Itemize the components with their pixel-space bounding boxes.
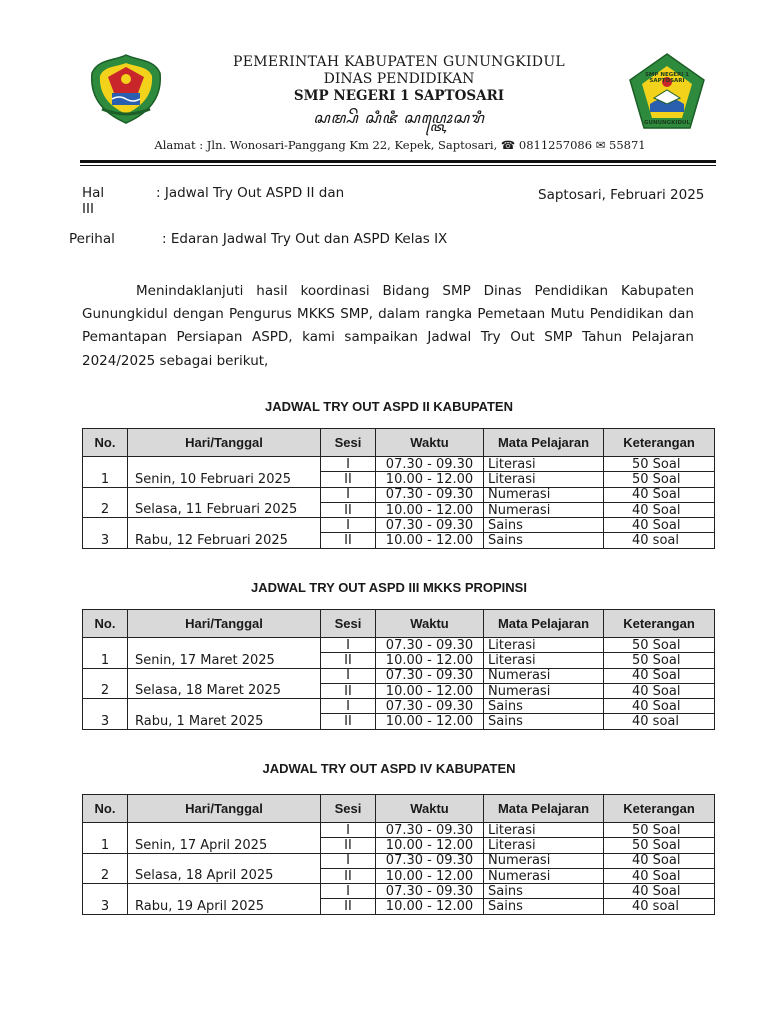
header-note: Keterangan [604, 429, 715, 457]
schedule-table-1 [82, 428, 715, 549]
row-session: II [321, 868, 376, 883]
row-subject: Literasi [484, 823, 604, 838]
letterhead-rule-thick [80, 160, 716, 163]
header-time: Waktu [376, 795, 484, 823]
row-no: 1 [83, 823, 128, 854]
row-session: II [321, 683, 376, 698]
header-subject: Mata Pelajaran [484, 429, 604, 457]
row-time: 07.30 - 09.30 [376, 518, 484, 533]
emblem-text-top: SMP NEGERI 1 SAPTOSARI [644, 72, 690, 84]
row-note: 40 Soal [604, 502, 715, 517]
row-subject: Sains [484, 533, 604, 548]
row-day: Selasa, 18 April 2025 [128, 853, 321, 884]
row-session: I [321, 853, 376, 868]
row-session: I [321, 884, 376, 899]
row-time: 10.00 - 12.00 [376, 472, 484, 487]
row-subject: Sains [484, 899, 604, 914]
row-note: 40 Soal [604, 487, 715, 502]
row-note: 50 Soal [604, 638, 715, 653]
row-note: 40 Soal [604, 884, 715, 899]
letterhead-address: Alamat : Jln. Wonosari-Panggang Km 22, Kepek, Saptosari, ☎ 0811257086 ✉ 55871 [154, 138, 646, 152]
table-header-row [83, 429, 715, 457]
row-session: I [321, 457, 376, 472]
row-note: 40 Soal [604, 668, 715, 683]
row-day: Selasa, 11 Februari 2025 [128, 487, 321, 518]
row-no: 3 [83, 699, 128, 730]
row-subject: Literasi [484, 472, 604, 487]
row-no: 1 [83, 638, 128, 669]
emblem-text-bottom: GUNUNGKIDUL [643, 120, 690, 126]
body-paragraph [82, 280, 694, 373]
row-time: 07.30 - 09.30 [376, 638, 484, 653]
hal-value-continued: III [82, 201, 94, 217]
row-subject: Literasi [484, 653, 604, 668]
row-time: 10.00 - 12.00 [376, 533, 484, 548]
row-session: I [321, 699, 376, 714]
row-time: 07.30 - 09.30 [376, 668, 484, 683]
row-day: Senin, 10 Februari 2025 [128, 457, 321, 488]
row-note: 40 Soal [604, 699, 715, 714]
table-header-row [83, 610, 715, 638]
header-session: Sesi [321, 795, 376, 823]
schedule-title-2: JADWAL TRY OUT ASPD III MKKS PROPINSI [251, 580, 527, 595]
header-time: Waktu [376, 610, 484, 638]
row-session: II [321, 472, 376, 487]
header-subject: Mata Pelajaran [484, 795, 604, 823]
row-session: II [321, 653, 376, 668]
header-subject: Mata Pelajaran [484, 610, 604, 638]
row-subject: Numerasi [484, 487, 604, 502]
row-subject: Sains [484, 884, 604, 899]
row-time: 10.00 - 12.00 [376, 838, 484, 853]
row-time: 07.30 - 09.30 [376, 487, 484, 502]
row-session: I [321, 487, 376, 502]
row-subject: Numerasi [484, 853, 604, 868]
row-no: 3 [83, 518, 128, 549]
letterhead-department: DINAS PENDIDIKAN [323, 71, 475, 87]
row-time: 07.30 - 09.30 [376, 823, 484, 838]
hal-label: Hal [82, 185, 105, 201]
row-note: 50 Soal [604, 823, 715, 838]
letterhead-javanese-script: ꦱꦩ꧀ꦥꦼ ꦱꦶꦗꦶ ꦱꦥ꧀ꦠꦺꦴꦱꦫꦶ [313, 109, 485, 127]
row-session: I [321, 518, 376, 533]
header-day: Hari/Tanggal [128, 610, 321, 638]
row-day: Rabu, 12 Februari 2025 [128, 518, 321, 549]
table-row [83, 853, 715, 868]
row-subject: Sains [484, 714, 604, 729]
row-time: 10.00 - 12.00 [376, 502, 484, 517]
table-row [83, 487, 715, 502]
table-row [83, 699, 715, 714]
body-text: Menindaklanjuti hasil koordinasi Bidang SMP Dinas Pendidikan Kabupaten Gunungkidul dengan Pengurus MKKS SMP, dalam rangka Pemetaan Mutu Pendidikan dan Pemantapan Persiapan ASPD, kami sampaikan Jadwal Try Out SMP Tahun Pelajaran 2024/2025 sebagai berikut, [82, 283, 694, 369]
row-subject: Literasi [484, 638, 604, 653]
row-time: 10.00 - 12.00 [376, 683, 484, 698]
schedule-title-3: JADWAL TRY OUT ASPD IV KABUPATEN [262, 761, 516, 776]
letter-date: Saptosari, Februari 2025 [538, 187, 705, 203]
row-time: 07.30 - 09.30 [376, 699, 484, 714]
header-note: Keterangan [604, 610, 715, 638]
row-subject: Sains [484, 518, 604, 533]
row-no: 1 [83, 457, 128, 488]
schedule-title-1: JADWAL TRY OUT ASPD II KABUPATEN [265, 399, 513, 414]
table-row [83, 884, 715, 899]
row-note: 50 Soal [604, 653, 715, 668]
header-time: Waktu [376, 429, 484, 457]
row-time: 10.00 - 12.00 [376, 899, 484, 914]
row-note: 50 Soal [604, 838, 715, 853]
row-note: 40 Soal [604, 518, 715, 533]
header-no: No. [83, 610, 128, 638]
row-note: 40 soal [604, 714, 715, 729]
schedule-table-3 [82, 794, 715, 915]
row-subject: Numerasi [484, 683, 604, 698]
row-note: 40 soal [604, 899, 715, 914]
row-time: 10.00 - 12.00 [376, 653, 484, 668]
letterhead-rule-thin [80, 165, 716, 166]
row-day: Rabu, 19 April 2025 [128, 884, 321, 915]
header-no: No. [83, 429, 128, 457]
header-session: Sesi [321, 429, 376, 457]
row-day: Senin, 17 April 2025 [128, 823, 321, 854]
row-time: 10.00 - 12.00 [376, 868, 484, 883]
row-time: 10.00 - 12.00 [376, 714, 484, 729]
row-session: I [321, 638, 376, 653]
row-subject: Literasi [484, 838, 604, 853]
letterhead-government: PEMERINTAH KABUPATEN GUNUNGKIDUL [232, 54, 566, 70]
hal-value: : Jadwal Try Out ASPD II dan [156, 185, 345, 201]
letterhead-school-name: SMP NEGERI 1 SAPTOSARI [293, 88, 505, 104]
row-session: II [321, 533, 376, 548]
row-no: 3 [83, 884, 128, 915]
table-row [83, 518, 715, 533]
row-session: I [321, 668, 376, 683]
row-time: 07.30 - 09.30 [376, 853, 484, 868]
schedule-table-2 [82, 609, 715, 730]
header-note: Keterangan [604, 795, 715, 823]
row-subject: Sains [484, 699, 604, 714]
row-no: 2 [83, 853, 128, 884]
row-no: 2 [83, 668, 128, 699]
header-day: Hari/Tanggal [128, 795, 321, 823]
table-row [83, 823, 715, 838]
row-day: Senin, 17 Maret 2025 [128, 638, 321, 669]
row-time: 07.30 - 09.30 [376, 884, 484, 899]
row-note: 50 Soal [604, 472, 715, 487]
table-row [83, 457, 715, 472]
header-session: Sesi [321, 610, 376, 638]
row-session: II [321, 502, 376, 517]
row-day: Rabu, 1 Maret 2025 [128, 699, 321, 730]
row-note: 40 Soal [604, 853, 715, 868]
header-day: Hari/Tanggal [128, 429, 321, 457]
row-time: 07.30 - 09.30 [376, 457, 484, 472]
perihal-label: Perihal [69, 231, 115, 247]
row-note: 50 Soal [604, 457, 715, 472]
row-subject: Literasi [484, 457, 604, 472]
row-session: I [321, 823, 376, 838]
row-note: 40 soal [604, 533, 715, 548]
row-subject: Numerasi [484, 668, 604, 683]
table-header-row [83, 795, 715, 823]
row-subject: Numerasi [484, 868, 604, 883]
row-session: II [321, 838, 376, 853]
perihal-value: : Edaran Jadwal Try Out dan ASPD Kelas IX [162, 231, 448, 247]
row-no: 2 [83, 487, 128, 518]
row-day: Selasa, 18 Maret 2025 [128, 668, 321, 699]
row-note: 40 Soal [604, 868, 715, 883]
header-no: No. [83, 795, 128, 823]
row-session: II [321, 714, 376, 729]
row-subject: Numerasi [484, 502, 604, 517]
table-row [83, 668, 715, 683]
row-session: II [321, 899, 376, 914]
table-row [83, 638, 715, 653]
row-note: 40 Soal [604, 683, 715, 698]
